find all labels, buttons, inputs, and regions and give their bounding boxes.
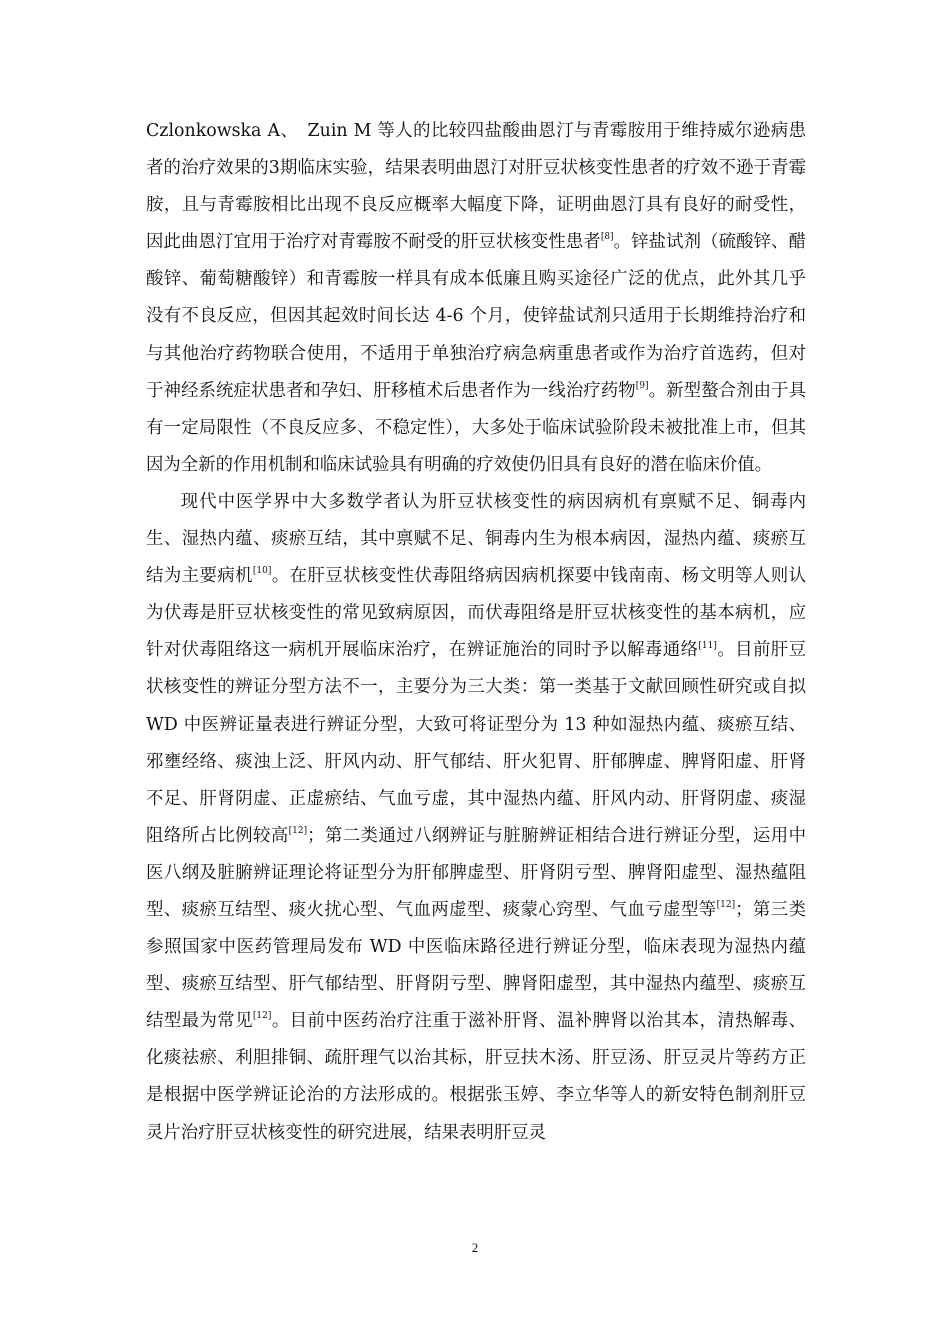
- citation-ref: [10]: [252, 566, 272, 577]
- paragraph-text: 。锌盐试剂（硫酸锌、醋酸锌、葡萄糖酸锌）和青霉胺一样具有成本低廉且购买途径广泛的优点，此外其几乎没有不良反应，但因其起效时间长达 4-6 个月，使锌盐试剂只适用于长期维持治疗和与其他治疗药物联合使用，不适用于单独治疗病急病重患者或作为治疗首选药，但对于神经系统症状患者和孕妇、肝移植术后患者作为一线治疗药物: [146, 232, 806, 401]
- paragraph: [146, 484, 806, 1152]
- paragraph-text: 。新型螯合剂由于具有一定局限性（不良反应多、不稳定性），大多处于临床试验阶段未被批准上市，但其因为全新的作用机制和临床试验具有明确的疗效使仍旧具有良好的潜在临床价值。: [146, 380, 806, 475]
- citation-ref: [8]: [600, 232, 614, 243]
- citation-ref: [12]: [288, 825, 308, 836]
- page-number: 2: [471, 1240, 479, 1255]
- citation-ref: [9]: [635, 380, 649, 391]
- citation-ref: [11]: [698, 640, 717, 651]
- citation-ref: [12]: [716, 900, 736, 911]
- paragraph-text: ；第三类参照国家中医药管理局发布 WD 中医临床路径进行辨证分型，临床表现为湿热内蕴型、痰瘀互结型、肝气郁结型、肝肾阴亏型、脾肾阳虚型，其中湿热内蕴型、痰瘀互结型最为常见: [146, 899, 806, 1032]
- paragraph: [146, 113, 806, 484]
- body-text: [146, 113, 806, 1152]
- paragraph-text: 。在肝豆状核变性伏毒阻络病因病机探要中钱南南、杨文明等人则认为伏毒是肝豆状核变性的常见致病原因，而伏毒阻络是肝豆状核变性的基本病机，应针对伏毒阻络这一病机开展临床治疗，在辨证施治的同时予以解毒通络: [146, 566, 806, 661]
- paragraph-text: 。目前肝豆状核变性的辨证分型方法不一，主要分为三大类：第一类基于文献回顾性研究或自拟 WD 中医辨证量表进行辨证分型，大致可将证型分为 13 种如湿热内蕴、痰瘀互结、邪壅经络、痰浊上泛、肝风内动、肝气郁结、肝火犯胃、肝郁脾虚、脾肾阳虚、肝肾不足、肝肾阴虚、正虚瘀结、气血亏虚，其中湿热内蕴、肝风内动、肝肾阴虚、痰湿阻络所占比例较高: [146, 640, 806, 846]
- paragraph-text: ；第二类通过八纲辨证与脏腑辨证相结合进行辨证分型，运用中医八纲及脏腑辨证理论将证型分为肝郁脾虚型、肝肾阴亏型、脾肾阳虚型、湿热蕴阻型、痰瘀互结型、痰火扰心型、气血两虚型、痰蒙心窍型、气血亏虚型等: [146, 825, 806, 920]
- paragraph-text: Czlonkowska A、 Zuin M 等人的比较四盐酸曲恩汀与青霉胺用于维持威尔逊病患者的治疗效果的3期临床实验，结果表明曲恩汀对肝豆状核变性患者的疗效不逊于青霉胺，且与青霉胺相比出现不良反应概率大幅度下降，证明曲恩汀具有良好的耐受性，因此曲恩汀宜用于治疗对青霉胺不耐受的肝豆状核变性患者: [146, 121, 806, 253]
- paragraph-text: 。目前中医药治疗注重于滋补肝肾、温补脾肾以治其本，清热解毒、化痰祛瘀、利胆排铜、疏肝理气以治其标，肝豆扶木汤、肝豆汤、肝豆灵片等药方正是根据中医学辨证论治的方法形成的。根据张玉婷、李立华等人的新安特色制剂肝豆灵片治疗肝豆状核变性的研究进展，结果表明肝豆灵: [146, 1011, 806, 1143]
- paragraph-text: 现代中医学界中大多数学者认为肝豆状核变性的病因病机有禀赋不足、铜毒内生、湿热内蕴、痰瘀互结，其中禀赋不足、铜毒内生为根本病因，湿热内蕴、痰瘀互结为主要病机: [146, 491, 806, 587]
- citation-ref: [12]: [252, 1011, 272, 1022]
